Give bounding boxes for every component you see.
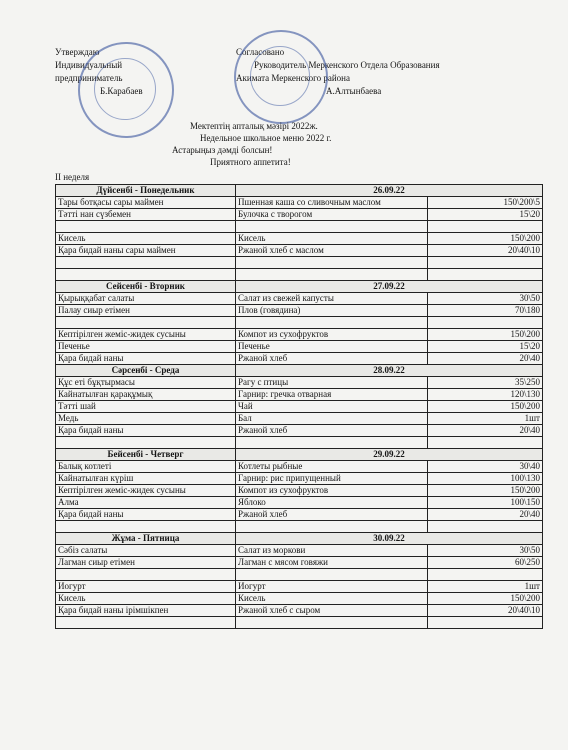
menu-table: [55, 184, 543, 629]
day-name: Бейсенбі - Четверг: [56, 449, 236, 461]
dish-russian: [236, 437, 428, 449]
table-row: [56, 605, 543, 617]
table-row: [56, 509, 543, 521]
dish-russian: Рагу с птицы: [236, 377, 428, 389]
table-row: [56, 209, 543, 221]
table-row: [56, 401, 543, 413]
day-date: 28.09.22: [236, 365, 543, 377]
dish-russian: Иогурт: [236, 581, 428, 593]
dish-kazakh: Қара бидай наны: [56, 353, 236, 365]
dish-russian: Компот из сухофруктов: [236, 329, 428, 341]
table-row: [56, 389, 543, 401]
table-row: [56, 269, 543, 281]
dish-kazakh: Кайнатылған қарақұмық: [56, 389, 236, 401]
portion-size: 150\200: [428, 329, 543, 341]
portion-size: 20\40: [428, 509, 543, 521]
dish-kazakh: [56, 269, 236, 281]
portion-size: [428, 257, 543, 269]
dish-kazakh: Тары ботқасы сары маймен: [56, 197, 236, 209]
table-row: [56, 485, 543, 497]
title-line1: Мектептің апталық мәзірі 2022ж.: [190, 121, 318, 131]
portion-size: 150\200: [428, 401, 543, 413]
table-row: [56, 425, 543, 437]
approval-right-line2: Руководитель Меркенского Отдела Образования: [254, 60, 440, 70]
portion-size: [428, 221, 543, 233]
approval-right-line3: Акимата Меркенского района: [236, 73, 350, 83]
dish-kazakh: Кайнатылған күріш: [56, 473, 236, 485]
dish-russian: [236, 221, 428, 233]
dish-russian: [236, 317, 428, 329]
table-row: [56, 341, 543, 353]
day-name: Сәрсенбі - Среда: [56, 365, 236, 377]
portion-size: [428, 437, 543, 449]
table-row: [56, 233, 543, 245]
table-row: [56, 461, 543, 473]
dish-kazakh: [56, 317, 236, 329]
table-row: [56, 593, 543, 605]
dish-kazakh: Сәбіз салаты: [56, 545, 236, 557]
table-row: [56, 473, 543, 485]
dish-kazakh: Иогурт: [56, 581, 236, 593]
dish-kazakh: Қырыққабат салаты: [56, 293, 236, 305]
portion-size: 20\40\10: [428, 245, 543, 257]
approval-left-line4: Б.Карабаев: [100, 86, 143, 96]
dish-russian: Кисель: [236, 593, 428, 605]
table-row: [56, 353, 543, 365]
table-row: [56, 377, 543, 389]
dish-kazakh: Алма: [56, 497, 236, 509]
table-row: [56, 521, 543, 533]
dish-kazakh: [56, 617, 236, 629]
dish-russian: Булочка с творогом: [236, 209, 428, 221]
portion-size: 30\50: [428, 545, 543, 557]
portion-size: 60\250: [428, 557, 543, 569]
dish-russian: Кисель: [236, 233, 428, 245]
portion-size: 15\20: [428, 341, 543, 353]
table-row: [56, 413, 543, 425]
approval-right-line1: Согласовано: [236, 47, 285, 57]
dish-kazakh: Қара бидай наны сары маймен: [56, 245, 236, 257]
dish-kazakh: Құс еті бұқтырмасы: [56, 377, 236, 389]
dish-kazakh: Кептірілген жеміс-жидек сусыны: [56, 329, 236, 341]
dish-kazakh: Қара бидай наны: [56, 509, 236, 521]
day-header-row: [56, 185, 543, 197]
table-row: [56, 617, 543, 629]
dish-kazakh: Тәтті шай: [56, 401, 236, 413]
day-header-row: [56, 449, 543, 461]
dish-russian: [236, 257, 428, 269]
portion-size: [428, 569, 543, 581]
seal-stamp-right: [234, 30, 328, 124]
dish-kazakh: Қара бидай наны ірімшікпен: [56, 605, 236, 617]
approval-left-line1: Утверждаю: [55, 47, 100, 57]
day-date: 29.09.22: [236, 449, 543, 461]
day-date: 30.09.22: [236, 533, 543, 545]
dish-kazakh: [56, 257, 236, 269]
day-name: Сейсенбі - Вторник: [56, 281, 236, 293]
portion-size: 30\40: [428, 461, 543, 473]
seal-stamp-left: [78, 42, 174, 138]
table-row: [56, 545, 543, 557]
table-row: [56, 497, 543, 509]
day-header-row: [56, 365, 543, 377]
dish-russian: Пшенная каша со сливочным маслом: [236, 197, 428, 209]
dish-russian: Ржаной хлеб с маслом: [236, 245, 428, 257]
dish-russian: Бал: [236, 413, 428, 425]
table-row: [56, 257, 543, 269]
dish-kazakh: Кисель: [56, 233, 236, 245]
portion-size: [428, 521, 543, 533]
dish-russian: Салат из свежей капусты: [236, 293, 428, 305]
table-row: [56, 305, 543, 317]
table-row: [56, 221, 543, 233]
dish-russian: Ржаной хлеб: [236, 353, 428, 365]
portion-size: [428, 269, 543, 281]
dish-kazakh: Тәтті нан сүзбемен: [56, 209, 236, 221]
portion-size: [428, 317, 543, 329]
dish-kazakh: [56, 521, 236, 533]
portion-size: 120\130: [428, 389, 543, 401]
dish-russian: Гарнир: гречка отварная: [236, 389, 428, 401]
dish-russian: [236, 521, 428, 533]
portion-size: 100\150: [428, 497, 543, 509]
dish-kazakh: Медь: [56, 413, 236, 425]
dish-russian: Компот из сухофруктов: [236, 485, 428, 497]
portion-size: 20\40\10: [428, 605, 543, 617]
dish-russian: Ржаной хлеб с сыром: [236, 605, 428, 617]
portion-size: 1шт: [428, 581, 543, 593]
dish-russian: Гарнир: рис припущенный: [236, 473, 428, 485]
portion-size: [428, 617, 543, 629]
week-label: II неделя: [55, 172, 90, 182]
table-row: [56, 317, 543, 329]
approval-right-line4: А.Алтынбаева: [326, 86, 382, 96]
dish-russian: [236, 569, 428, 581]
dish-kazakh: Лагман сиыр етімен: [56, 557, 236, 569]
table-row: [56, 197, 543, 209]
portion-size: 70\180: [428, 305, 543, 317]
dish-russian: Лагман с мясом говяжи: [236, 557, 428, 569]
approval-left-line3: предприниматель: [55, 73, 123, 83]
dish-kazakh: Кептірілген жеміс-жидек сусыны: [56, 485, 236, 497]
approval-left-line2: Индивидуальный: [55, 60, 123, 70]
day-name: Жұма - Пятница: [56, 533, 236, 545]
menu-title: [170, 120, 470, 168]
portion-size: 1шт: [428, 413, 543, 425]
title-line4: Приятного аппетита!: [210, 157, 291, 167]
dish-kazakh: Қара бидай наны: [56, 425, 236, 437]
portion-size: 20\40: [428, 353, 543, 365]
dish-kazakh: [56, 569, 236, 581]
dish-kazakh: Кисель: [56, 593, 236, 605]
table-row: [56, 245, 543, 257]
dish-russian: Ржаной хлеб: [236, 425, 428, 437]
title-line3: Астарыңыз дәмді болсын!: [172, 145, 273, 155]
table-row: [56, 557, 543, 569]
portion-size: 35\250: [428, 377, 543, 389]
dish-russian: [236, 617, 428, 629]
portion-size: 100\130: [428, 473, 543, 485]
dish-kazakh: Печенье: [56, 341, 236, 353]
table-row: [56, 581, 543, 593]
dish-russian: [236, 269, 428, 281]
table-row: [56, 437, 543, 449]
dish-kazakh: Балық котлеті: [56, 461, 236, 473]
dish-russian: Салат из моркови: [236, 545, 428, 557]
day-date: 27.09.22: [236, 281, 543, 293]
portion-size: 150\200\5: [428, 197, 543, 209]
dish-kazakh: [56, 437, 236, 449]
table-row: [56, 329, 543, 341]
dish-russian: Ржаной хлеб: [236, 509, 428, 521]
dish-kazakh: [56, 221, 236, 233]
day-name: Дүйсенбі - Понедельник: [56, 185, 236, 197]
day-header-row: [56, 533, 543, 545]
dish-russian: Чай: [236, 401, 428, 413]
dish-russian: Яблоко: [236, 497, 428, 509]
portion-size: 30\50: [428, 293, 543, 305]
portion-size: 15\20: [428, 209, 543, 221]
dish-russian: Котлеты рыбные: [236, 461, 428, 473]
table-row: [56, 293, 543, 305]
portion-size: 150\200: [428, 593, 543, 605]
portion-size: 150\200: [428, 233, 543, 245]
portion-size: 150\200: [428, 485, 543, 497]
dish-russian: Плов (говядина): [236, 305, 428, 317]
day-header-row: [56, 281, 543, 293]
portion-size: 20\40: [428, 425, 543, 437]
dish-russian: Печенье: [236, 341, 428, 353]
dish-kazakh: Палау сиыр етімен: [56, 305, 236, 317]
title-line2: Недельное школьное меню 2022 г.: [200, 133, 332, 143]
day-date: 26.09.22: [236, 185, 543, 197]
table-row: [56, 569, 543, 581]
